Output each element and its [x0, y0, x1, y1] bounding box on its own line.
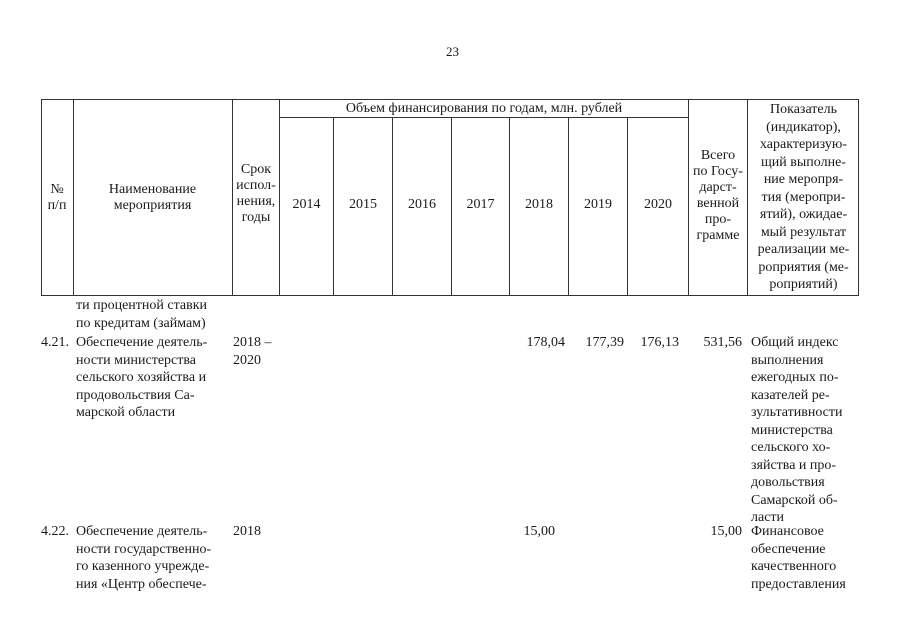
header-total: Всего по Госу- дарст- венной про- грамме: [693, 148, 743, 243]
header-term: Срок испол- нения, годы: [236, 162, 276, 225]
header-funding-title: Объем финансирования по годам, млн. рублей: [345, 101, 623, 116]
header-year-2019: 2019: [584, 197, 612, 212]
row-indicator: Общий индекс выполнения ежегодных по- казателей ре- зультативности министерства сельского хо- зяйства и про- довольствия Самарской об- ласти: [751, 335, 843, 525]
header-indicator: Показатель (индикатор), характеризую- щий выполне- ние меропря- тия (меропри- ятий), ожидае- мый результат реализации ме- роприятия (ме- роприятий): [757, 102, 850, 292]
row-value-2020: 176,13: [640, 335, 679, 350]
row-value-2018: 178,04: [526, 335, 565, 350]
row-name: Обеспечение деятель- ности министерства сельского хозяйства и продовольствия Са- марской области: [76, 335, 208, 420]
row-number: 4.22.: [41, 524, 69, 539]
header-name: Наименование мероприятия: [108, 182, 197, 213]
header-year-2016: 2016: [408, 197, 436, 212]
header-num: № п/п: [47, 182, 67, 213]
row-indicator: Финансовое обеспечение качественного предоставления: [751, 524, 846, 592]
header-year-2017: 2017: [466, 197, 495, 212]
continuation-text: ти процентной ставки по кредитам (займам): [76, 298, 208, 331]
page-number: 23: [446, 44, 459, 59]
header-year-2020: 2020: [644, 197, 672, 212]
header-year-2015: 2015: [349, 197, 377, 212]
row-term: 2018: [233, 524, 261, 539]
row-value-2019: 177,39: [585, 335, 624, 350]
header-year-2018: 2018: [525, 197, 553, 212]
row-name: Обеспечение деятель- ности государственно- го казенного учрежде- ния «Центр обеспече-: [76, 524, 212, 592]
row-value-2018: 15,00: [523, 524, 555, 539]
row-number: 4.21.: [41, 335, 69, 350]
header-year-2014: 2014: [292, 197, 321, 212]
row-total: 531,56: [703, 335, 742, 350]
divider: [279, 117, 688, 118]
row-term: 2018 – 2020: [233, 335, 272, 368]
row-total: 15,00: [710, 524, 742, 539]
